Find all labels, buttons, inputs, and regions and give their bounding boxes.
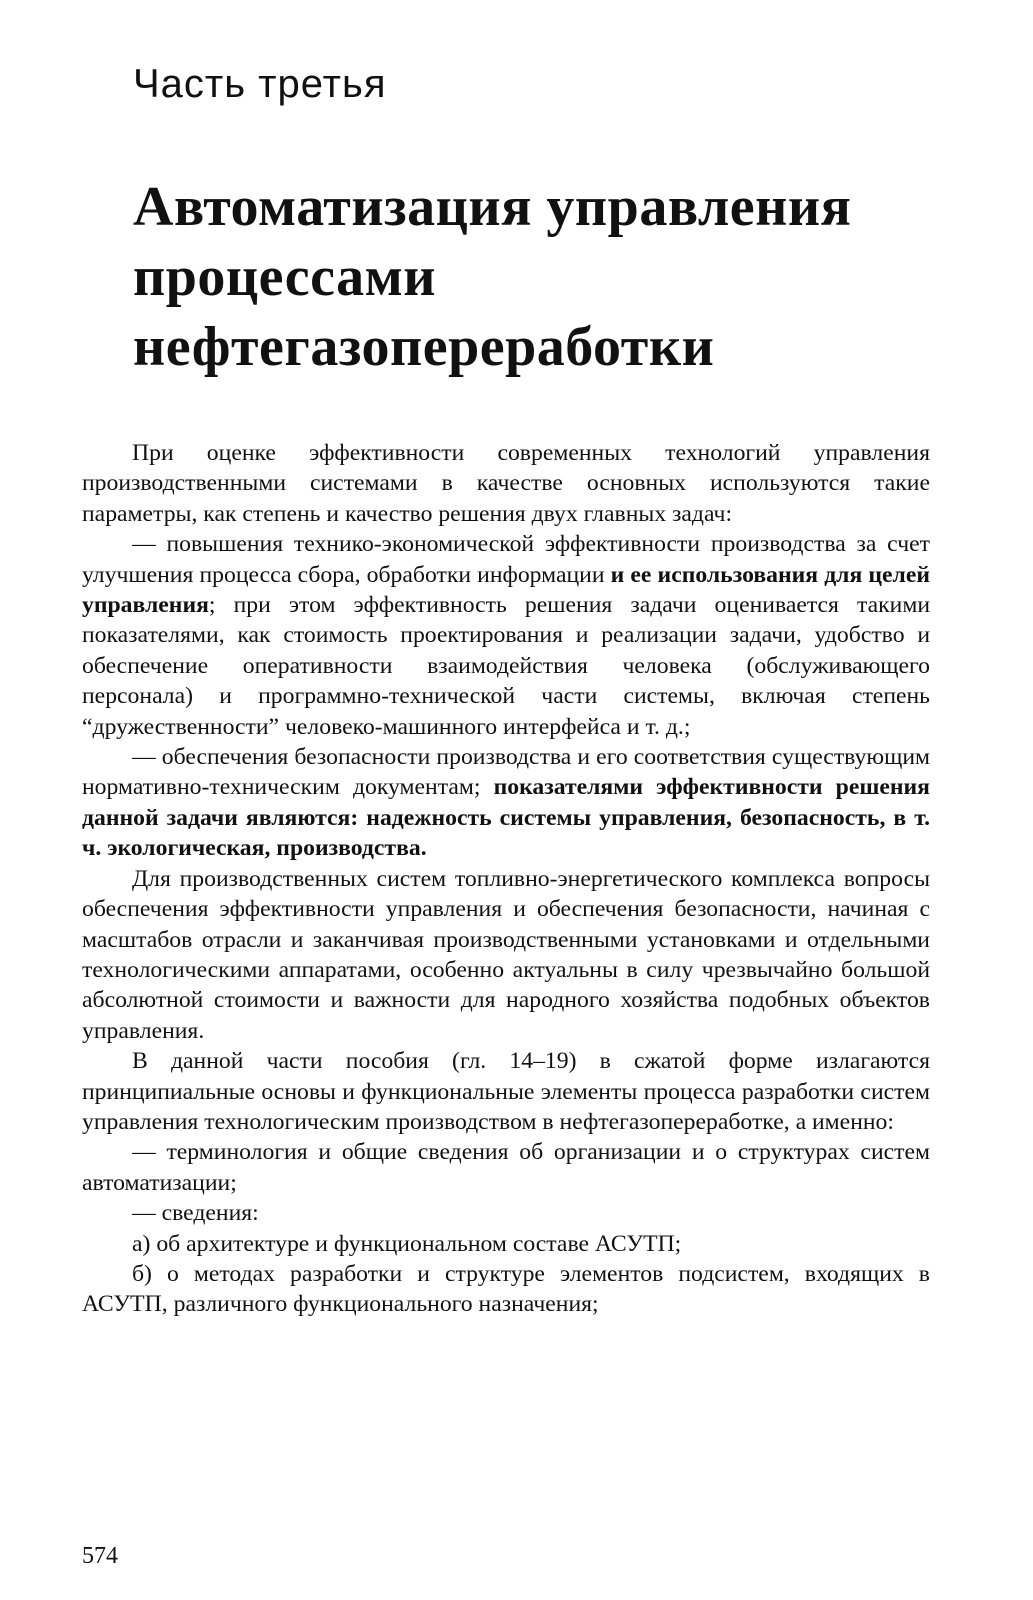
task-2-text-a: — обеспечения безопасности производства и его соответствия существующим нормативно-техническим документам; bbox=[82, 744, 930, 801]
body-text bbox=[82, 438, 930, 1320]
part-title bbox=[133, 172, 953, 382]
list-item-terminology: — терминология и общие сведения об организации и о структурах систем автоматизации; bbox=[82, 1139, 930, 1196]
paragraph-fuel-energy: Для производственных систем топливно-энергетического комплекса вопросы обеспечения эффективности управления и обеспечения безопасности, начиная с масштабов отрасли и заканчивая производственными установками и отдельными технологическими аппаратами, особенно актуальны в силу чрезвычайно большой абсолютной стоимости и важности для народного хозяйства подобных объектов управления. bbox=[82, 865, 930, 1044]
list-item-b: б) о методах разработки и структуре элементов подсистем, входящих в АСУТП, различного функционального назначения; bbox=[82, 1260, 930, 1318]
task-1-text-bold: и ее использования для целей управления bbox=[82, 561, 931, 619]
list-item-info: — сведения: bbox=[132, 1200, 259, 1227]
part-title-line-1: Автоматизация управления bbox=[133, 176, 852, 238]
list-item-a: а) об архитектуре и функциональном составе АСУТП; bbox=[132, 1230, 682, 1257]
page-number: 574 bbox=[82, 1543, 118, 1569]
part-title-line-2: процессами нефтегазопереработки bbox=[133, 246, 715, 378]
task-1-text-c: ; при этом эффективность решения задачи оценивается такими показателями, как стоимость проектирования и реализации задачи, удобство и обеспечение оперативности взаимодействия человека (обслуживающего персонала) и программно-технической части системы, включая степень “дружественности” человеко-машинного интерфейса и т. д.; bbox=[82, 592, 930, 740]
paragraph-part-overview: В данной части пособия (гл. 14–19) в сжатой форме излагаются принципиальные основы и функциональные элементы процесса разработки систем управления технологическим производством в нефтегазопереработке, а именно: bbox=[82, 1048, 930, 1135]
paragraph-intro: При оценке эффективности современных технологий управления производственными системами в качестве основных используются такие параметры, как степень и качество решения двух главных задач: bbox=[82, 440, 930, 527]
task-1-text-a: — повышения технико-экономической эффективности производства за счет улучшения процесса сбора, обработки информации bbox=[82, 531, 930, 588]
paragraph-task-1 bbox=[82, 529, 930, 742]
part-label: Часть третья bbox=[133, 62, 387, 106]
paragraph-task-2 bbox=[82, 742, 930, 864]
task-2-text-bold: показателями эффективности решения данной задачи являются: надежность системы управления, безопасность, в т. ч. экологическая, производства. bbox=[82, 774, 930, 862]
